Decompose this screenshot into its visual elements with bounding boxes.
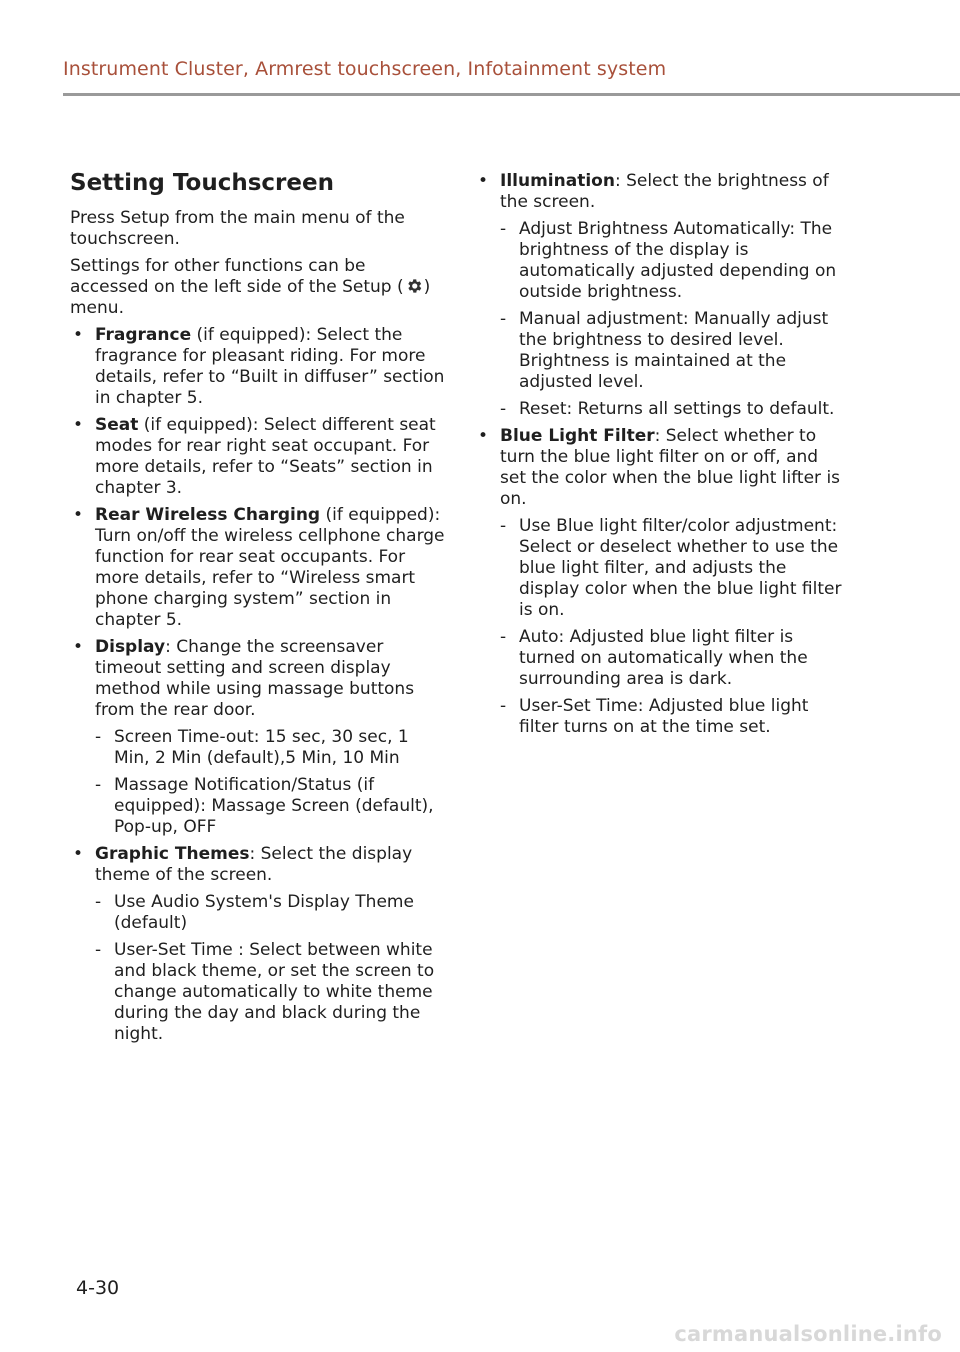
dash-marker: - [500, 696, 507, 716]
dash-marker: - [95, 892, 102, 912]
header-divider [63, 93, 960, 96]
sub-item-text: Screen Time-out: 15 sec, 30 sec, 1 Min, 2 Min (default),5 Min, 10 Min [114, 727, 409, 768]
item-label: Fragrance [95, 325, 192, 345]
sub-item-text: User-Set Time: Adjusted blue light filter turns on at the time set. [519, 696, 809, 737]
item-text: : Select the display theme of the screen. [95, 844, 413, 885]
bullet-marker: • [73, 505, 84, 525]
sub-item-text: Reset: Returns all settings to default. [519, 399, 835, 419]
left-column [70, 168, 445, 1051]
list-item-illumination [475, 171, 847, 213]
sub-item-text: Manual adjustment: Manually adjust the brightness to desired level. Brightness is maintained at the adjusted level. [519, 309, 829, 392]
dash-marker: - [500, 516, 507, 536]
bullet-marker: • [73, 325, 84, 345]
item-text: : Select the brightness of the screen. [500, 171, 829, 212]
bullet-marker: • [73, 415, 84, 435]
dash-marker: - [95, 940, 102, 960]
dash-marker: - [500, 399, 507, 419]
dash-marker: - [500, 219, 507, 239]
sub-item-text: User-Set Time : Select between white and black theme, or set the screen to change automatically to white theme during the day and black during the night. [114, 940, 435, 1044]
sub-item [475, 627, 847, 690]
item-label: Illumination [500, 171, 615, 191]
intro-text-after: ) menu. [70, 277, 431, 318]
item-text: (if equipped): Select different seat modes for rear right seat occupant. For more details, refer to “Seats” section in chapter 3. [95, 415, 436, 498]
sub-item [475, 309, 847, 393]
sub-item [475, 696, 847, 738]
dash-marker: - [95, 775, 102, 795]
bullet-marker: • [73, 637, 84, 657]
dash-marker: - [500, 309, 507, 329]
dash-marker: - [500, 627, 507, 647]
intro-text-before: Settings for other functions can be accessed on the left side of the Setup ( [70, 256, 404, 297]
header-title: Instrument Cluster, Armrest touchscreen, Infotainment system [63, 58, 667, 80]
sub-item [475, 399, 847, 420]
sub-item [70, 775, 445, 838]
sub-item-text: Adjust Brightness Automatically: The brightness of the display is automatically adjusted depending on outside brightness. [519, 219, 837, 302]
sub-item [70, 892, 445, 934]
sub-item-text: Use Audio System's Display Theme (default) [114, 892, 414, 933]
list-item-seat [70, 415, 445, 499]
bullet-marker: • [478, 426, 489, 446]
list-item-rear-wireless-charging [70, 505, 445, 631]
sub-item [475, 219, 847, 303]
dash-marker: - [95, 727, 102, 747]
gear-icon [404, 277, 424, 295]
sub-item-text: Use Blue light filter/color adjustment: Select or deselect whether to use the blue light filter, and adjusts the display color when the blue light filter is on. [519, 516, 842, 620]
list-item-graphic-themes [70, 844, 445, 886]
sub-item-text: Auto: Adjusted blue light filter is turned on automatically when the surrounding area is dark. [519, 627, 808, 689]
list-item-blue-light-filter [475, 426, 847, 510]
intro-paragraph-setup [70, 256, 445, 319]
item-label: Graphic Themes [95, 844, 250, 864]
intro-paragraph: Press Setup from the main menu of the touchscreen. [70, 208, 405, 249]
item-label: Rear Wireless Charging [95, 505, 321, 525]
item-label: Blue Light Filter [500, 426, 655, 446]
sub-item-text: Massage Notification/Status (if equipped): Massage Screen (default), Pop-up, OFF [114, 775, 434, 837]
list-item-display [70, 637, 445, 721]
page-number: 4-30 [76, 1277, 120, 1299]
bullet-marker: • [478, 171, 489, 191]
item-text: (if equipped): Select the fragrance for pleasant riding. For more details, refer to “Built in diffuser” section in chapter 5. [95, 325, 445, 408]
section-title: Setting Touchscreen [70, 170, 334, 196]
list-item-fragrance [70, 325, 445, 409]
watermark: carmanualsonline.info [674, 1322, 942, 1346]
right-column [475, 171, 847, 744]
sub-item [70, 940, 445, 1045]
item-text: : Change the screensaver timeout setting and screen display method while using massage buttons from the rear door. [95, 637, 415, 720]
bullet-marker: • [73, 844, 84, 864]
item-text: : Select whether to turn the blue light filter on or off, and set the color when the blue light lifter is on. [500, 426, 841, 509]
sub-item [475, 516, 847, 621]
item-text: (if equipped): Turn on/off the wireless cellphone charge function for rear seat occupants. For more details, refer to “Wireless smart phone charging system” section in chapter 5. [95, 505, 445, 630]
item-label: Seat [95, 415, 139, 435]
item-label: Display [95, 637, 166, 657]
sub-item [70, 727, 445, 769]
